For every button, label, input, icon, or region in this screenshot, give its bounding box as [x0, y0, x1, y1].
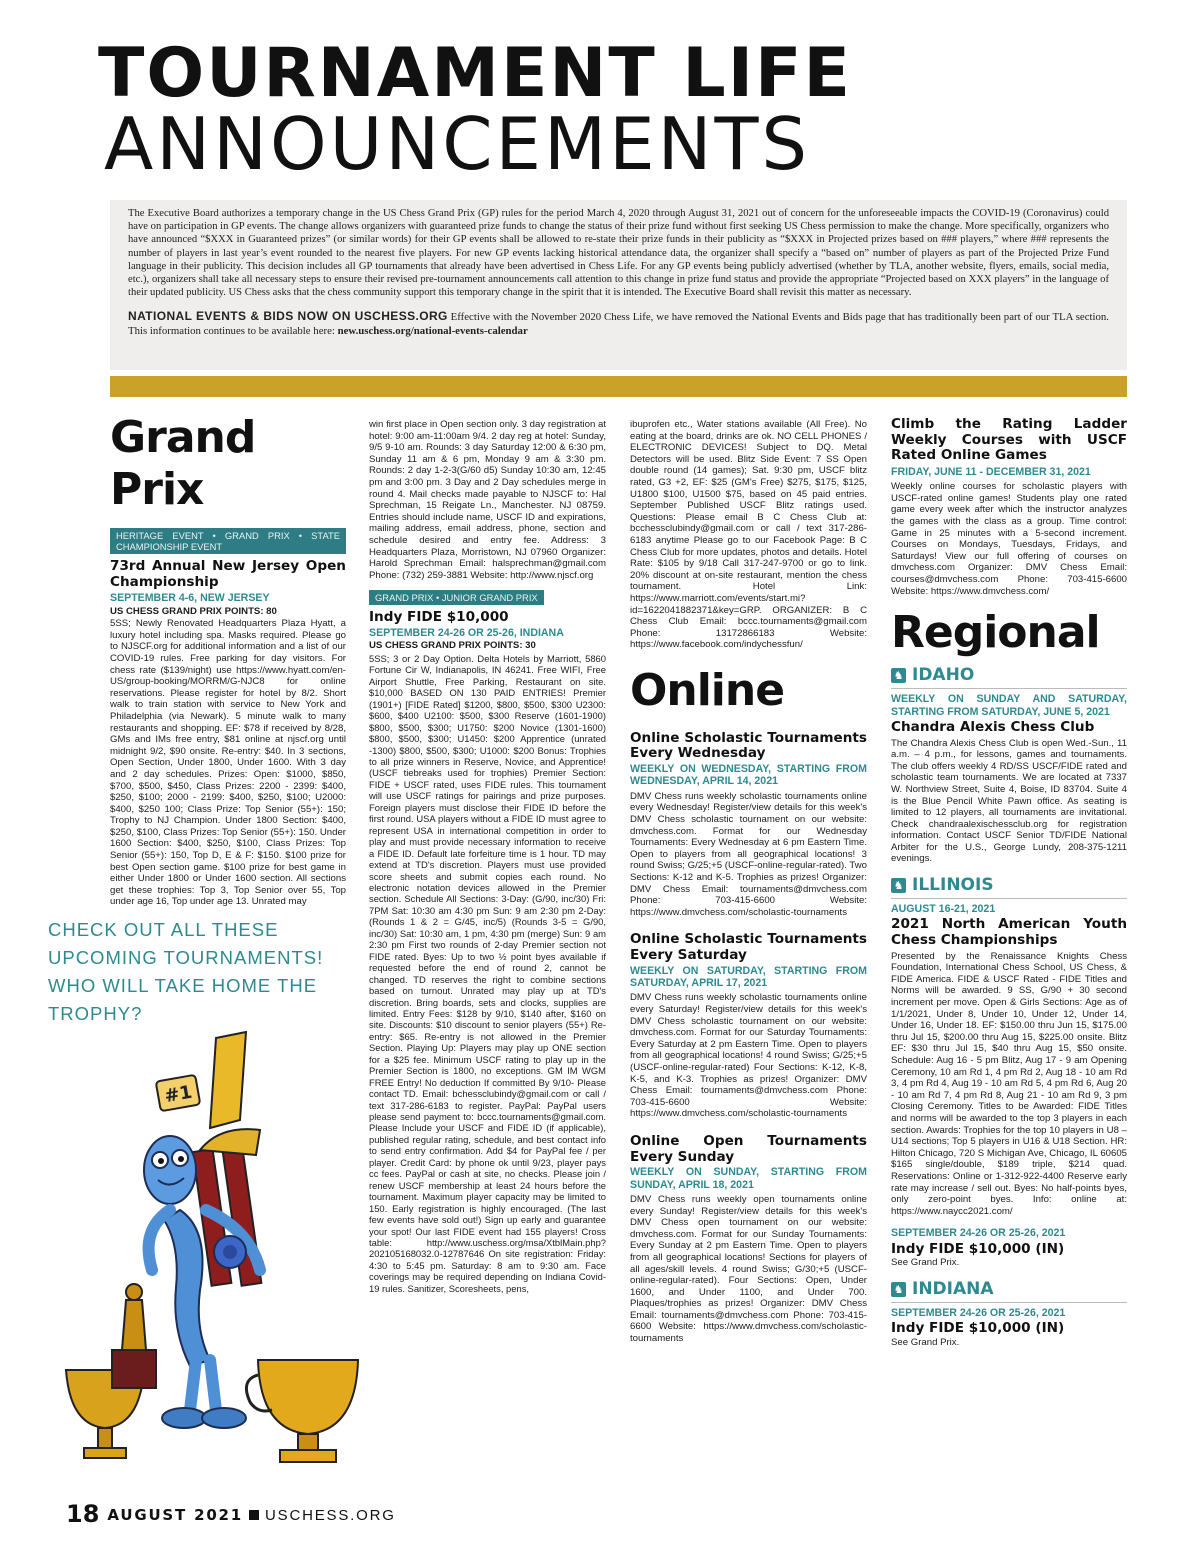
event-date: WEEKLY ON WEDNESDAY, STARTING FROM WEDNESDAY, APRIL 14, 2021	[630, 763, 867, 788]
national-events-note	[128, 309, 1109, 338]
event-body-continued: ibuprofen etc., Water stations available (All Free). No eating at the board, drinks are ok. NO CELL PHONES / ELECTRONIC DEVICES! Subject to DQ. Metal Detectors will be used. Blitz Side Event: 7 SS Open double round (14 games); Sat. 9:30 pm, USCF blitz rated, G3 +2, EF: $25 (GM's Free) $275, $175, $125, U1800 $100, U1500 $75, based on 45 paid entries. September Published USCF Blitz ratings used. Questions: Please email B C Chess Club at: bcchessclubindy@gmail.com or call / text 317-286-6183 anytime Please go to our Facebook Page: B C Chess Club for more updates, photos and details. Hotel Rate: $105 by 9/18 Call 317-247-9700 or go to link. 20% discount at on-site restaurant, mention the chess tournament. Hotel Link: https://www.marriott.com/events/start.mi?id=1622041882371&key=GRP. ORGANIZER: B C Chess Club Email: bccc.tournaments@gmail.com Phone: 13172866183 Website: https://www.facebook.com/indychessfun/	[630, 419, 867, 651]
event-title: Online Open Tournaments Every Sunday	[630, 1132, 867, 1165]
event-body: Presented by the Renaissance Knights Chess Foundation, International Chess School, US Chess, & FIDE America. FIDE & USCF Rated - FIDE Titles and Norms will be awarded. 9 SS, G/90 + 30 second increment per move. Open & Girls Sections: Age as of 1/1/2021, Under 8, Under 10, Under 12, Under 14, Under 16, Under 18. EF: $150.00 thru Jun 15, $175.00 thru Jul 15, $200.00 thru Aug 15, $225.00 onsite. Blitz EF: $30 thru Jul 15, $40 thru Aug 15, $50 onsite. Schedule: Aug 16 - 5 pm Blitz, Aug 17 - 9 am Opening Ceremony, 10 am Rd 1, 4 pm Rd 2, Aug 18 - 10 am Rd 3, 4 pm Rd 4, Aug 19 - 10 am Rd 5, 4 pm Rd 6, Aug 20 - 10 am Rd 7, 4 pm Rd 8, Aug 21 - 10 am Rd 9, 3 pm Closing Ceremony. Titles to be Awarded: FIDE Titles and norms will be awarded to the top 3 players in each section. Awards: Trophies for the top 10 players in U8 – U14 sections; Top 5 players in U16 & U18 Section. HR: Hilton Chicago, 720 S Michigan Ave, Chicago, IL 60605 $165 single/double, $189 triple, $214 quad. Reservations: Online or 1-312-922-4400 Reserve early rate may increase / sell out. Byes: No half-points byes, only zero-point byes. Info: online at: https://www.naycc2021.com/	[891, 950, 1127, 1217]
event-date: WEEKLY ON SUNDAY AND SATURDAY, STARTING FROM SATURDAY, JUNE 5, 2021	[891, 693, 1127, 718]
large-trophy-cup	[246, 1360, 358, 1462]
event-date: SEPTEMBER 4-6, NEW JERSEY	[110, 592, 270, 605]
event-date: WEEKLY ON SUNDAY, STARTING FROM SUNDAY, APRIL 18, 2021	[630, 1166, 867, 1191]
promo-line: CHECK OUT ALL THESE	[48, 919, 279, 940]
grand-prix-heading: Grand Prix	[110, 412, 256, 515]
promo-line: TROPHY?	[48, 1003, 143, 1024]
event-title: Online Scholastic Tournaments Every Saturday	[630, 931, 867, 963]
column-2	[369, 419, 606, 1294]
event-title: 73rd Annual New Jersey Open Championship	[110, 558, 346, 590]
knight-icon: ♞	[891, 1282, 906, 1297]
event-title: Indy FIDE $10,000 (IN)	[891, 1320, 1065, 1337]
trophy-pawn-illustration	[60, 1030, 360, 1470]
grand-prix-points: US CHESS GRAND PRIX POINTS: 80	[110, 605, 277, 617]
event-body-continued: win first place in Open section only. 3 day registration at hotel: 9:00 am-11:00am 9/4. 2 day reg at hotel: Sunday, 9/5 9-10 am. Rounds: 3 day Saturday 12:00 & 6:30 pm, Sunday 11 am & 6 pm, Monday 9 am & 3:30 pm. Rounds: 2 day 1-2-3(G/60 d5) Sunday 10:30 am, 12:45 pm and 3:00 pm. 3 Day and 2 Day schedules merge in round 4. Mail checks made payable to NJSCF to: Hal Sprechman, 15 Reigate Ln., Manchester. NJ 08759. Entries should include name, USCF ID and expirations, mailing address, email address, phone, section and schedule desired and entry fee. Address: 3 Headquarters Plaza, Morristown, NJ 07960 Organizer: Harold Sprechman Email: halsprechman@gmail.com Phone: (732) 259-3881 Website: http://www.njscf.org	[369, 419, 606, 581]
pawn-trophy	[112, 1284, 156, 1388]
event-category-tag: GRAND PRIX • JUNIOR GRAND PRIX	[369, 590, 544, 605]
trophy-number-label: #1	[162, 1081, 194, 1108]
event-title: Indy FIDE $10,000 (IN)	[891, 1240, 1065, 1257]
page-footer	[66, 1500, 396, 1528]
state-name: ILLINOIS	[912, 875, 994, 896]
national-events-heading: NATIONAL EVENTS & BIDS NOW ON USCHESS.ORG	[128, 309, 448, 324]
state-name: IDAHO	[912, 665, 975, 686]
event-body: 5SS; Newly Renovated Headquarters Plaza Hyatt, a luxury hotel including spa. Masks required. Please go to NJSCF.org for additional information and a list of our COVID-19 rules. Free parking for day visitors. For chess rate ($139/night) use https://www.hyatt.com/en-US/group-booking/MORRM/G-NJC8 for online reservations. Please register for hotel by 8/2. Short walk to train station with service to New York and Philadelphia (via Newark). 5 minute walk to many restaurants and shopping. EF: $78 if received by 8/28, GMs and IMs free entry, $81 online at njscf.org until midnight 9/2, $90 onsite. Re-entry: $40. In 3 sections, Open Section, Under 1800, Under 1600. With 3 day and 2 day schedules. Prizes: Open: $1000, $850, $700, $500, $450, Class Prizes: 2200 - 2399: $400, $250, $100; 2000 - 2199: $400, $250, $100; U2000: $400, $250 100; Class Prize: Top Senior (55+): 150; Trophy to NJ Champion. Under 1800 Section: $400, $250, $100, Class Prizes: Top Senior (55+): 150. Under 1600 Section: $400, $250, $100, Class Prizes: Top Senior (55+): 150, Top D, E & F: $150. $100 prize for best Open section game. $100 prize for best game in either Under 1800 or Under 1600 section. All sections get these trophies: Top 3, Top Senior over 55, Top under age 16, Top under age 13. Unrated may	[110, 618, 346, 908]
event-body: DMV Chess runs weekly scholastic tournaments online every Wednesday! Register/view details for this week's DMV Chess scholastic tournament on our website: dmvchess.com. Format for our Wednesday Tournaments: Every Wednesday at 6 pm Eastern Time. Open to players from all geographical locations! 3 round Swiss; G/25;+5 (USCF-online-regular-rated). Two Sections: K-12 and K-5. Trophies as prizes! Organizer: DMV Chess Email: tournaments@dmvchess.com Phone: 703-415-6600 Website: https://www.dmvchess.com/scholastic-tournaments	[630, 790, 867, 918]
event-title: Climb the Rating Ladder Weekly Courses with USCF Rated Online Games	[891, 416, 1127, 464]
regional-heading: Regional	[891, 607, 1100, 659]
notice-body: The Executive Board authorizes a temporary change in the US Chess Grand Prix (GP) rules for the period March 4, 2020 through August 31, 2021 out of concern for the unforeseeable impacts the COVID-19 (Coronavirus) could have on participation in GP events. The change allows organizers with guaranteed prize funds to change the status of their prize fund without first seeking US Chess permission to make the change. More specifically, organizers who have announced “$XXX in Guaranteed prizes” (or similar words) for their GP events shall be allowed to re-state their prize funds in their publicity as “$XXX in Projected prizes based on ### players,” where ### represents the number of players in last year’s event rounded to the nearest five players. For new GP events lacking historical attendance data, the organizer shall specify a “based on” number of players as part of the Projected Prize Fund language in their publicity. This decision includes all GP tournaments that already have been advertised in Chess Life. For any GP events being publicly advertised (whether by TLA, another website, flyers, emails, social media, etc.), organizers shall take all necessary steps to ensure their revised pre-tournament announcements call attention to this change in prize fund status and provide the appropriate “Projected based on XXX players” in the language of their updated publicity. US Chess asks that the chess community support this temporary change in the spirit that it is intended. The Executive Board shall revisit this matter as necessary.	[128, 208, 1109, 299]
promo-line: WHO WILL TAKE HOME THE	[48, 975, 318, 996]
gold-divider-bar	[110, 376, 1127, 397]
event-body: See Grand Prix.	[891, 1257, 960, 1269]
event-title: Indy FIDE $10,000	[369, 609, 509, 626]
national-events-text: Effective with the November 2020 Chess Life, we have removed the National Events and Bids page that has traditionally been part of our TLA section. This information continues to be available here:	[128, 311, 1109, 338]
event-date: SEPTEMBER 24-26 OR 25-26, 2021	[891, 1227, 1066, 1240]
state-heading-illinois	[891, 875, 1127, 899]
event-body: 5SS; 3 or 2 Day Option. Delta Hotels by Marriott, 5860 Fortune Cir W, Indianapolis, IN 46241. Free WIFI, Free Airport Shuttle, Free Parking, Restaurant on site. $10,000 BASED ON 130 PAID ENTRIES! Premier (1901+) [FIDE Rated] $1200, $800, $500, $300 U2300: $600, $400 U2100: $500, $300 Reserve (1601-1900) $800, $500, $300; U1750: $200 Novice (1301-1600) $800, $500, $300; U1450: $200 Apprentice (unrated -1300) $800, $500, $300; U1000: $200 Bonus: Trophies to all prize winners in Reserve, Novice, and Apprentice! (USCF tiebreaks used for trophies) Premier Section: FIDE + USCF rated, uses FIDE rules. This tournament will use USCF ratings for pairings and prize purposes. Foreign players must disclose their FIDE ID before the first round. USA players without a FIDE ID must agree to represent USA in international competition in order to play and must provide necessary information to receive a FIDE ID. Default late forfeiture time is 1 hour. TD may extend at TD's discretion. Players must use provided score sheets and submit copies each round. No electronic notation devices allowed in the Premier section. Schedule All Sections: 3-Day: (G/90, inc/30) Fri: 7PM Sat: 10:30 am 4:30 pm Sun: 9 am 2:30 pm 2-Day: (Rounds 1 & 2 = G/45, inc/5) (Rounds 3-5 = G/90, inc/30) Sat: 10:30 am, 1 pm, 4:30 pm (merge) Sun: 9 am 2:30 pm First two rounds of 2-day Premier section not FIDE rated. Byes: Up to two ½ point byes available if requested before the end of round 2, cannot be changed. TD reserves the right to combine sections based on turnout. Unrated may play up at TD's discretion. Bring boards, sets and clocks, supplies are limited. Entry Fees: $128 by 9/10, $140 after, $160 on site. Discounts: $10 discount to senior players (55+) Re-entry: $65. Re-entry is not allowed in the Premier Section. Playing Up: Players may play up ONE section for a $25 fee. Minimum USCF rating to play up in the Premier Section is 1800, no exceptions. GM IM WGM FREE Entry! No deduction If committed By 9/10- Please contact TD. Email: bchessclubindy@gmail.com or call / text 317-286-6183 to register. PayPal: PayPal users please send payment to: bccc.tournaments@gmail.com. Please Include your USCF and FIDE ID (if applicable), published regular rating, schedule, and best contact info to send entry confirmation. Add $4 for PayPal fee / per player. Credit Card: by phone ok until 9/23, player pays cc fees. PayPal or cash at site, no checks. Please join / renew USCF membership at least 24 hours before the tournament. Maximum player capacity may be limited to 150. Early registration is highly encouraged. (The last few events have sold out!) Sign up early and guarantee your spot! Our last FIDE event had 155 players! Cross table: http://www.uschess.org/msa/XtblMain.php?202105168032.0-12787646 On site registration: Friday: 4:30 to 5:45 pm. Saturday: 8 am to 9:30 am. Face coverings may be required depending on Indiana Covid-19 rules. Sanitizer, Scoresheets, pens,	[369, 652, 606, 1294]
separator-square	[249, 1510, 259, 1520]
knight-icon: ♞	[891, 668, 906, 683]
event-body: DMV Chess runs weekly open tournaments online every Sunday! Register/view details for this week's DMV Chess open tournament on our website: dmvchess.com. Format for our Sunday Tournaments: Every Sunday at 2 pm Eastern Time. Open to players from all geographical locations! Sections for players of all ages/skill levels. 4 round Swiss; G/30;+5 (USCF-online-regular-rated). Four Sections: Open, Under 1600, and Under 1100, and Under 700. Plaques/trophies as prizes! Organizer: DMV Chess Email: tournaments@dmvchess.com Phone: 703-415-6600 Website: https://www.dmvchess.com/scholastic-tournaments	[630, 1193, 867, 1345]
event-date: SEPTEMBER 24-26 OR 25-26, INDIANA	[369, 626, 564, 639]
state-heading-indiana	[891, 1279, 1127, 1303]
column-3	[630, 419, 867, 1345]
footer-site: USCHESS.ORG	[265, 1507, 396, 1524]
promo-line: UPCOMING TOURNAMENTS!	[48, 947, 324, 968]
event-title: Online Scholastic Tournaments Every Wednesday	[630, 729, 867, 762]
event-body: The Chandra Alexis Chess Club is open Wed.-Sun., 11 a.m. – 4 p.m., for lessons, games and tournaments. The club offers weekly 4 RD/SS USCF/FIDE rated and scholastic team tournaments. We are located at 7337 W. Northview Street, Suite 4, Boise, ID 83704. Suite 4 is the Blue Pencil White Pawn office. As seating is limited to 12 players, all tournaments are invitational. Check chandraalexischessclub.org for registration information. Contact USCF Senior TD/FIDE National Arbiter for the U.S., George Lundy, 208-375-1211 evenings.	[891, 737, 1127, 865]
event-category-tag: HERITAGE EVENT • GRAND PRIX • STATE CHAMPIONSHIP EVENT	[110, 528, 346, 554]
event-title: Chandra Alexis Chess Club	[891, 718, 1095, 735]
state-heading-idaho	[891, 665, 1127, 689]
event-body: Weekly online courses for scholastic players with USCF-rated online games! Students play one rated game every week after which the instructor analyzes the games with the class as a group. Time control: Game in 25 minutes with a 5-second increment. Courses on Mondays, Tuesdays, Fridays, and Saturdays! View our full offering of courses on dmvchess.com Organizer: DMV Chess Email: courses@dmvchess.com Phone: 703-415-6600 Website: https://www.dmvchess.com/	[891, 481, 1127, 597]
section-title: TOURNAMENT LIFE	[98, 34, 852, 113]
national-events-link[interactable]: new.uschess.org/national-events-calendar	[337, 325, 528, 338]
event-date: SEPTEMBER 24-26 OR 25-26, 2021	[891, 1306, 1066, 1319]
event-title: 2021 North American Youth Chess Championships	[891, 916, 1127, 949]
event-date: FRIDAY, JUNE 11 - DECEMBER 31, 2021	[891, 465, 1091, 478]
executive-board-notice	[110, 200, 1127, 370]
knight-icon: ♞	[891, 878, 906, 893]
promo-callout	[48, 916, 358, 1028]
grand-prix-points: US CHESS GRAND PRIX POINTS: 30	[369, 640, 536, 652]
page-number: 18	[66, 1500, 100, 1528]
section-subtitle: ANNOUNCEMENTS	[104, 102, 811, 186]
event-body: DMV Chess runs weekly scholastic tournaments online every Saturday! Register/view details for this week's DMV Chess scholastic tournament on our website: dmvchess.com. Format for our Saturday Tournaments: Every Saturday at 2 pm Eastern Time. Open to players from all geographical locations! 4 round Swiss; G/25;+5 (USCF-online-regular-rated) Four Sections: K-12, K-8, K-5, and K-3. Trophies as prizes! Organizer: DMV Chess Email: tournaments@dmvchess.com Phone: 703-415-6600 Website: https://www.dmvchess.com/scholastic-tournaments	[630, 992, 867, 1120]
state-name: INDIANA	[912, 1278, 994, 1299]
event-date: AUGUST 16-21, 2021	[891, 903, 996, 916]
event-body: See Grand Prix.	[891, 1336, 960, 1348]
online-heading: Online	[630, 664, 785, 716]
column-1	[110, 412, 346, 908]
event-date: WEEKLY ON SATURDAY, STARTING FROM SATURDAY, APRIL 17, 2021	[630, 964, 867, 989]
issue-month: AUGUST 2021	[107, 1506, 244, 1524]
column-4	[891, 417, 1127, 1349]
